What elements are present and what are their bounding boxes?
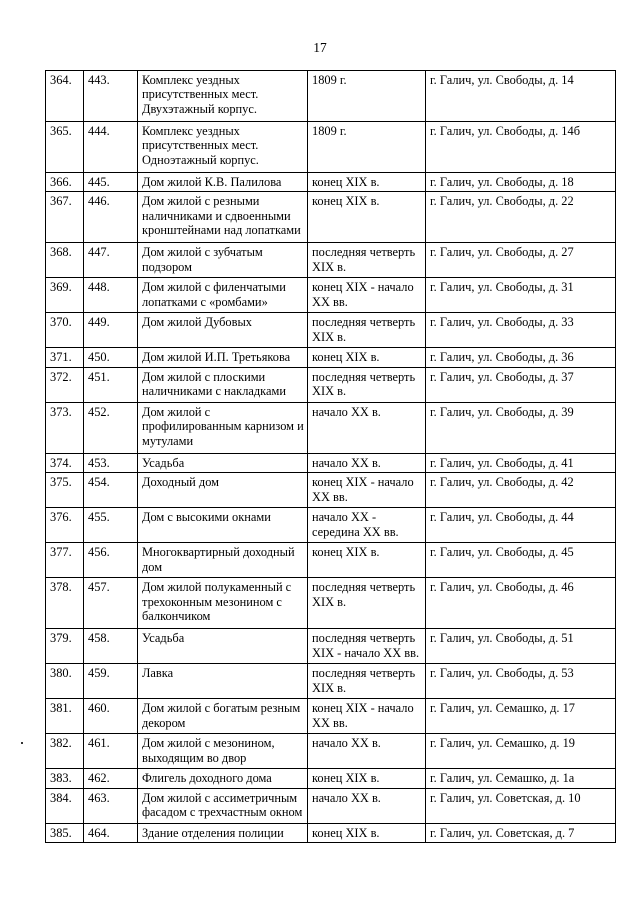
object-name-cell: Здание отделения полиции — [138, 823, 308, 842]
register-number-cell: 453. — [84, 453, 138, 472]
object-address-cell: г. Галич, ул. Свободы, д. 51 — [426, 629, 616, 664]
register-number-cell: 449. — [84, 313, 138, 348]
table-row — [46, 578, 616, 629]
object-address-cell: г. Галич, ул. Свободы, д. 22 — [426, 192, 616, 243]
object-date-cell: 1809 г. — [308, 122, 426, 173]
object-date-cell: начало XX в. — [308, 734, 426, 769]
register-number-cell: 464. — [84, 823, 138, 842]
object-address-cell: г. Галич, ул. Свободы, д. 46 — [426, 578, 616, 629]
register-number-cell: 454. — [84, 473, 138, 508]
row-number-cell: 383. — [46, 769, 84, 788]
table-row — [46, 278, 616, 313]
row-number-cell: 384. — [46, 788, 84, 823]
object-date-cell: конец XIX - начало XX вв. — [308, 699, 426, 734]
table-row — [46, 823, 616, 842]
object-name-cell: Доходный дом — [138, 473, 308, 508]
row-number-cell: 373. — [46, 402, 84, 453]
object-address-cell: г. Галич, ул. Советская, д. 10 — [426, 788, 616, 823]
object-name-cell: Усадьба — [138, 453, 308, 472]
object-date-cell: 1809 г. — [308, 71, 426, 122]
object-name-cell: Дом жилой с богатым резным декором — [138, 699, 308, 734]
register-number-cell: 443. — [84, 71, 138, 122]
register-number-cell: 452. — [84, 402, 138, 453]
object-name-cell: Комплекс уездных присутственных мест. Одноэтажный корпус. — [138, 122, 308, 173]
register-number-cell: 446. — [84, 192, 138, 243]
object-date-cell: конец XIX в. — [308, 769, 426, 788]
object-name-cell: Многоквартирный доходный дом — [138, 543, 308, 578]
object-address-cell: г. Галич, ул. Свободы, д. 31 — [426, 278, 616, 313]
heritage-registry-table — [45, 70, 616, 843]
object-address-cell: г. Галич, ул. Свободы, д. 27 — [426, 243, 616, 278]
object-address-cell: г. Галич, ул. Семашко, д. 1а — [426, 769, 616, 788]
register-number-cell: 462. — [84, 769, 138, 788]
register-number-cell: 444. — [84, 122, 138, 173]
object-date-cell: начало XX в. — [308, 402, 426, 453]
object-name-cell: Комплекс уездных присутственных мест. Двухэтажный корпус. — [138, 71, 308, 122]
register-number-cell: 450. — [84, 348, 138, 367]
register-number-cell: 448. — [84, 278, 138, 313]
object-name-cell: Дом жилой с ассиметричным фасадом с трехчастным окном — [138, 788, 308, 823]
row-number-cell: 377. — [46, 543, 84, 578]
table-row — [46, 788, 616, 823]
register-number-cell: 459. — [84, 664, 138, 699]
register-number-cell: 458. — [84, 629, 138, 664]
object-date-cell: начало XX в. — [308, 788, 426, 823]
object-date-cell: конец XIX в. — [308, 823, 426, 842]
table-row — [46, 71, 616, 122]
object-name-cell: Дом жилой с филенчатыми лопатками с «ромбами» — [138, 278, 308, 313]
table-row — [46, 699, 616, 734]
object-address-cell: г. Галич, ул. Свободы, д. 45 — [426, 543, 616, 578]
register-number-cell: 463. — [84, 788, 138, 823]
table-row — [46, 734, 616, 769]
object-date-cell: последняя четверть XIX - начало XX вв. — [308, 629, 426, 664]
object-name-cell: Дом жилой с профилированным карнизом и мутулами — [138, 402, 308, 453]
object-date-cell: последняя четверть XIX в. — [308, 243, 426, 278]
register-number-cell: 447. — [84, 243, 138, 278]
object-address-cell: г. Галич, ул. Свободы, д. 39 — [426, 402, 616, 453]
margin-mark — [21, 742, 23, 744]
table-row — [46, 173, 616, 192]
row-number-cell: 380. — [46, 664, 84, 699]
object-address-cell: г. Галич, ул. Свободы, д. 33 — [426, 313, 616, 348]
object-address-cell: г. Галич, ул. Свободы, д. 44 — [426, 508, 616, 543]
object-date-cell: последняя четверть XIX в. — [308, 367, 426, 402]
object-name-cell: Дом жилой с резными наличниками и сдвоенными кронштейнами над лопатками — [138, 192, 308, 243]
table-row — [46, 453, 616, 472]
object-name-cell: Дом жилой полукаменный с трехоконным мезонином с балкончиком — [138, 578, 308, 629]
table-row — [46, 313, 616, 348]
table-row — [46, 243, 616, 278]
table-row — [46, 629, 616, 664]
object-name-cell: Флигель доходного дома — [138, 769, 308, 788]
object-address-cell: г. Галич, ул. Свободы, д. 14б — [426, 122, 616, 173]
object-date-cell: конец XIX в. — [308, 192, 426, 243]
row-number-cell: 385. — [46, 823, 84, 842]
row-number-cell: 369. — [46, 278, 84, 313]
row-number-cell: 376. — [46, 508, 84, 543]
object-address-cell: г. Галич, ул. Свободы, д. 18 — [426, 173, 616, 192]
register-number-cell: 445. — [84, 173, 138, 192]
object-date-cell: конец XIX в. — [308, 348, 426, 367]
register-number-cell: 457. — [84, 578, 138, 629]
table-body — [46, 71, 616, 843]
row-number-cell: 367. — [46, 192, 84, 243]
object-date-cell: конец XIX - начало XX вв. — [308, 473, 426, 508]
object-name-cell: Дом жилой Дубовых — [138, 313, 308, 348]
register-number-cell: 461. — [84, 734, 138, 769]
object-name-cell: Дом с высокими окнами — [138, 508, 308, 543]
row-number-cell: 381. — [46, 699, 84, 734]
table-row — [46, 508, 616, 543]
object-address-cell: г. Галич, ул. Свободы, д. 42 — [426, 473, 616, 508]
object-name-cell: Дом жилой К.В. Палилова — [138, 173, 308, 192]
page-number: 17 — [313, 40, 327, 55]
table-row — [46, 367, 616, 402]
row-number-cell: 370. — [46, 313, 84, 348]
object-date-cell: начало XX - середина XX вв. — [308, 508, 426, 543]
object-date-cell: конец XIX в. — [308, 173, 426, 192]
object-name-cell: Дом жилой с зубчатым подзором — [138, 243, 308, 278]
table-row — [46, 543, 616, 578]
object-name-cell: Усадьба — [138, 629, 308, 664]
table-row — [46, 348, 616, 367]
object-address-cell: г. Галич, ул. Свободы, д. 41 — [426, 453, 616, 472]
object-name-cell: Лавка — [138, 664, 308, 699]
object-address-cell: г. Галич, ул. Свободы, д. 36 — [426, 348, 616, 367]
table-row — [46, 769, 616, 788]
object-address-cell: г. Галич, ул. Семашко, д. 19 — [426, 734, 616, 769]
object-date-cell: последняя четверть XIX в. — [308, 578, 426, 629]
object-address-cell: г. Галич, ул. Свободы, д. 53 — [426, 664, 616, 699]
row-number-cell: 365. — [46, 122, 84, 173]
table-row — [46, 473, 616, 508]
register-number-cell: 455. — [84, 508, 138, 543]
object-date-cell: начало XX в. — [308, 453, 426, 472]
table-row — [46, 192, 616, 243]
row-number-cell: 368. — [46, 243, 84, 278]
row-number-cell: 372. — [46, 367, 84, 402]
register-number-cell: 456. — [84, 543, 138, 578]
object-address-cell: г. Галич, ул. Советская, д. 7 — [426, 823, 616, 842]
row-number-cell: 374. — [46, 453, 84, 472]
object-address-cell: г. Галич, ул. Семашко, д. 17 — [426, 699, 616, 734]
object-address-cell: г. Галич, ул. Свободы, д. 14 — [426, 71, 616, 122]
object-address-cell: г. Галич, ул. Свободы, д. 37 — [426, 367, 616, 402]
row-number-cell: 364. — [46, 71, 84, 122]
object-date-cell: последняя четверть XIX в. — [308, 664, 426, 699]
object-date-cell: конец XIX в. — [308, 543, 426, 578]
row-number-cell: 366. — [46, 173, 84, 192]
row-number-cell: 382. — [46, 734, 84, 769]
object-name-cell: Дом жилой с плоскими наличниками с накладками — [138, 367, 308, 402]
object-date-cell: последняя четверть XIX в. — [308, 313, 426, 348]
table-row — [46, 122, 616, 173]
table-row — [46, 664, 616, 699]
table-row — [46, 402, 616, 453]
row-number-cell: 378. — [46, 578, 84, 629]
row-number-cell: 379. — [46, 629, 84, 664]
row-number-cell: 375. — [46, 473, 84, 508]
object-name-cell: Дом жилой с мезонином, выходящим во двор — [138, 734, 308, 769]
register-number-cell: 460. — [84, 699, 138, 734]
object-date-cell: конец XIX - начало XX вв. — [308, 278, 426, 313]
register-number-cell: 451. — [84, 367, 138, 402]
object-name-cell: Дом жилой И.П. Третьякова — [138, 348, 308, 367]
row-number-cell: 371. — [46, 348, 84, 367]
